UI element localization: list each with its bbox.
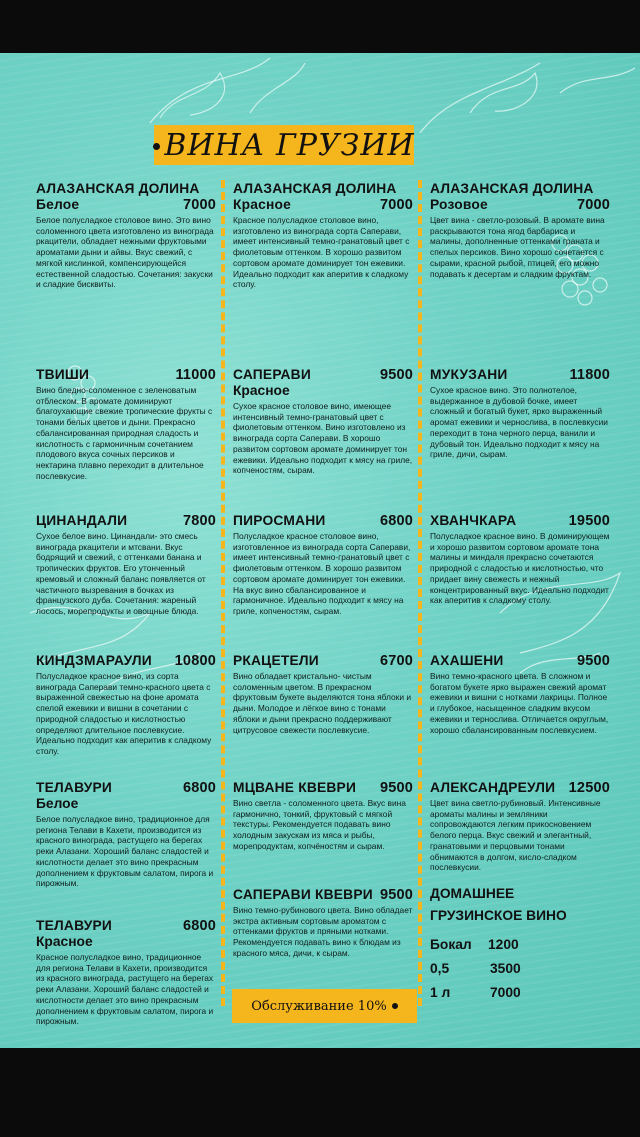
wine-name: САПЕРАВИ КВЕВРИ (233, 887, 373, 902)
wine-price: 7000 (576, 197, 610, 213)
wine-price: 9500 (379, 780, 413, 796)
wine-item (36, 513, 216, 617)
wine-description: Вино темно-красного цвета. В сложном и богатом букете ярко выражен свежий аромат ежевики и вишни с нотками лакрицы. Полное и глубокое, насыщенное сладким вкусом ежевики и тернослива. Отличается округлым, хорошо сбалансированным послевкусием. (430, 671, 609, 735)
wine-item (430, 367, 610, 460)
wine-name: ТЕЛАВУРИ (36, 918, 113, 933)
wine-price: 6800 (379, 513, 413, 529)
column-divider (418, 180, 422, 1006)
serving-price: 1200 (488, 937, 519, 952)
wine-price: 9500 (576, 653, 610, 669)
wine-item (233, 887, 413, 959)
wine-subtype: Красное (36, 934, 93, 949)
wine-price: 9500 (379, 367, 413, 383)
wine-description: Белое полусладкое столовое вино. Это вино соломенного цвета изготовлено из винограда ркацители, обладает нежными фруктовыми ароматами дыни и айвы. Вкус свежий, с мягкой кислинкой, компенсирующейся естественной сладостью. Сочетания: закуски и сладкие бисквиты. (36, 215, 214, 290)
wine-name: МУКУЗАНИ (430, 367, 508, 382)
wine-price: 6800 (182, 780, 216, 796)
wine-item (430, 780, 610, 873)
wine-name: РКАЦЕТЕЛИ (233, 653, 319, 668)
wine-price: 6800 (182, 918, 216, 934)
wine-price: 7000 (379, 197, 413, 213)
wine-subtype: Белое (36, 796, 79, 811)
title-banner (154, 125, 414, 165)
serving-size: 1 л (430, 985, 451, 1000)
house-wine-table (430, 937, 610, 1001)
wine-description: Белое полусладкое вино, традиционное для региона Телави в Кахети, производится из красного винограда, растущего на берегах реки Алазани. Хороший баланс сладостей и кислотности делает это вино прекрасным дополнением к фруктовым салатом, пирога и пирожным. (36, 814, 214, 889)
wine-name: ХВАНЧКАРА (430, 513, 517, 528)
wine-name: АЛЕКСАНДРЕУЛИ (430, 780, 556, 795)
wine-name: АЛАЗАНСКАЯ ДОЛИНА (430, 181, 594, 196)
wine-description: Сухое красное вино. Это полнотелое, выдержанное в дубовой бочке, имеет сложный и богатый букет, ярко выраженный аромат ежевики и чернослива, в послевкусии переходит в тона черного перца, ванили и дубовый тон. Идеально подходит к мясу на гриле, дичи, сырам. (430, 385, 608, 460)
wine-description: Сухое белое вино. Цинандали- это смесь винограда ркацители и мтсвани. Вкус бодрящий и свежий, с оттенками банана и тропических фруктов. Его утонченный кремовый и сложный баланс появляется от частичного вызревания в бочках из французского дуба. Сочетания: жареный лосось, морепродукты и овощные блюда. (36, 531, 206, 616)
wine-item (36, 181, 216, 290)
wine-item (36, 653, 216, 757)
wine-subtype: Красное (233, 383, 290, 398)
serving-price: 3500 (490, 961, 521, 976)
bullet-icon (153, 143, 160, 150)
wine-description: Цвет вина светло-рубиновый. Интенсивные ароматы малины и земляники сопровождаются легким прикосновением белого перца. Вкус свежий и элегантный, гранатовыми и перцовыми тонами обнимаются в долгом, кисло-сладком послевкусии. (430, 798, 601, 873)
wine-item (36, 918, 216, 1027)
wine-price: 7800 (182, 513, 216, 529)
service-charge-text: Обслуживание 10% (251, 998, 387, 1014)
wine-description: Вино темно-рубинового цвета. Вино обладает экстра активным сортовым ароматом с оттенками фруктов и пряными нотками. Рекомендуется подавать вино к блюдам из красного мяса, дичи, к сырам. (233, 905, 413, 958)
wine-name: ТЕЛАВУРИ (36, 780, 113, 795)
wine-description: Вино обладает кристально- чистым соломенным цветом. В прекрасном фруктовым букете выделяются тона яблоки и дыни. Молодое и лёгкое вино с тонами яблоки и дыни прекрасно поддерживают цитрусовое свежести послевкусие. (233, 671, 412, 735)
page-title: ВИНА ГРУЗИИ (164, 127, 415, 163)
bullet-icon (392, 1003, 398, 1009)
wine-item (233, 181, 413, 290)
wine-item (233, 653, 413, 735)
wine-item (430, 181, 610, 279)
wine-description: Полусладкое красное столовое вино, изготовленное из винограда сорта Саперави, имеет интенсивный темно-гранатовый цвет с фиолетовым оттенком. В хорошо развитом сортовом аромате доминирует тон ежевики. На вкус вино сбалансированное и гармоничное. Идеально подходит к мясу на гриле, копченостям, сырам. (233, 531, 411, 616)
wine-subtype: Красное (233, 197, 292, 212)
serving-size: Бокал (430, 937, 472, 952)
wine-name: АЛАЗАНСКАЯ ДОЛИНА (36, 181, 200, 196)
wine-price: 19500 (568, 513, 610, 529)
wine-item (430, 513, 610, 606)
wine-name: ЦИНАНДАЛИ (36, 513, 128, 528)
wine-name: АЛАЗАНСКАЯ ДОЛИНА (233, 181, 397, 196)
wine-description: Вино светла - соломенного цвета. Вкус вина гармонично, тонкий, фруктовый с мягкой текстуры. Рекомендуется подавать вино холодным закускам из мяса и рыбы, морепродуктам, копчёностям и сырам. (233, 798, 406, 851)
service-charge-banner (232, 989, 417, 1023)
wine-name: МЦВАНЕ КВЕВРИ (233, 780, 357, 795)
house-wine-row (430, 985, 610, 1001)
wine-name: ПИРОСМАНИ (233, 513, 326, 528)
wine-name: САПЕРАВИ (233, 367, 311, 382)
wine-item (233, 780, 413, 852)
wine-subtype: Белое (36, 197, 80, 212)
wine-price: 11800 (569, 367, 610, 383)
serving-size: 0,5 (430, 961, 450, 976)
wine-price: 12500 (568, 780, 610, 796)
wine-description: Полусладкое красное вино. В доминирующем и хорошо развитом сортовом аромате тона малины и миндаля прекрасно сочетаются природной с сладостью и кислотностью, что придает вину свежесть и нежный концентрированный вкус. Идеально подходит как аперитив к сладкому столу. (430, 531, 610, 606)
wine-name: АХАШЕНИ (430, 653, 504, 668)
wine-item (36, 780, 216, 889)
house-wine-section (430, 883, 610, 1009)
wine-description: Красное полусладкое столовое вино, изготовлено из винограда сорта Саперави, имеет интенсивный темно-гранатовый цвет с фиолетовым оттенком. В хорошо развитом сортовом аромате доминирует тон ежевики. Идеально подходит как аперитив к сладкому столу. (233, 215, 410, 290)
house-wine-title: ДОМАШНЕЕ ГРУЗИНСКОЕ ВИНО (430, 886, 567, 923)
wine-item (430, 653, 610, 735)
wine-item (233, 367, 413, 476)
wine-item (233, 513, 413, 617)
house-wine-row (430, 937, 610, 953)
wine-price: 9500 (379, 887, 413, 903)
wine-description: Сухое красное столовое вино, имеющее интенсивный темно-гранатовый цвет с фиолетовым оттенком. Вино изготовлено из винограда сорта Саперави. В хорошо развитом сортовом аромате доминирует тон ежевики. Идеально подходит к мясу на гриле, копченостям, сырам. (233, 401, 413, 476)
wine-price: 7000 (182, 197, 216, 213)
wine-name: КИНДЗМАРАУЛИ (36, 653, 152, 668)
wine-price: 6700 (379, 653, 413, 669)
wine-subtype: Розовое (430, 197, 488, 212)
wine-item (36, 367, 216, 481)
wine-description: Цвет вина - светло-розовый. В аромате вина раскрываются тона ягод барбариса и малины, дополненные оттенками граната и спелых персиков. Вино хорошо сочетается с сырами, красной рыбой, птицей, его можно подавать к десертам и сладким фруктам. (430, 215, 605, 279)
wine-description: Вино бледно-соломенное с зеленоватым отблеском. В аромате доминируют благоухающие свежие тропические фрукты с тонами белых цветов и дыни. Прекрасно сбалансированная природная сладость и кислотность с гармоничным сочетанием плодового вкуса сочных персиков и нектарина плавно переходит в длительное послевкусие. (36, 385, 213, 481)
column-divider (221, 180, 225, 1006)
wine-menu-page (0, 53, 640, 1048)
house-wine-row (430, 961, 610, 977)
serving-price: 7000 (490, 985, 521, 1000)
wine-name: ТВИШИ (36, 367, 90, 382)
wine-price: 11000 (175, 367, 216, 383)
wine-price: 10800 (174, 653, 216, 669)
wine-description: Красное полусладкое вино, традиционное для региона Телави в Кахети, производится из красного винограда, растущего на берегах реки Алазани. Хороший баланс сладостей и кислотности делает это вино прекрасным дополнением к фруктовым салатом, пирога и пирожным. (36, 952, 214, 1027)
wine-description: Полусладкое красное вино, из сорта винограда Саперави темно-красного цвета с выраженной свежестью на фоне аромата спелой ежевики и вишни в сочетании с природной сладостью и кислотностью определяют длительное послевкусие. Идеально подходит как аперитив к сладкому столу. (36, 671, 212, 756)
